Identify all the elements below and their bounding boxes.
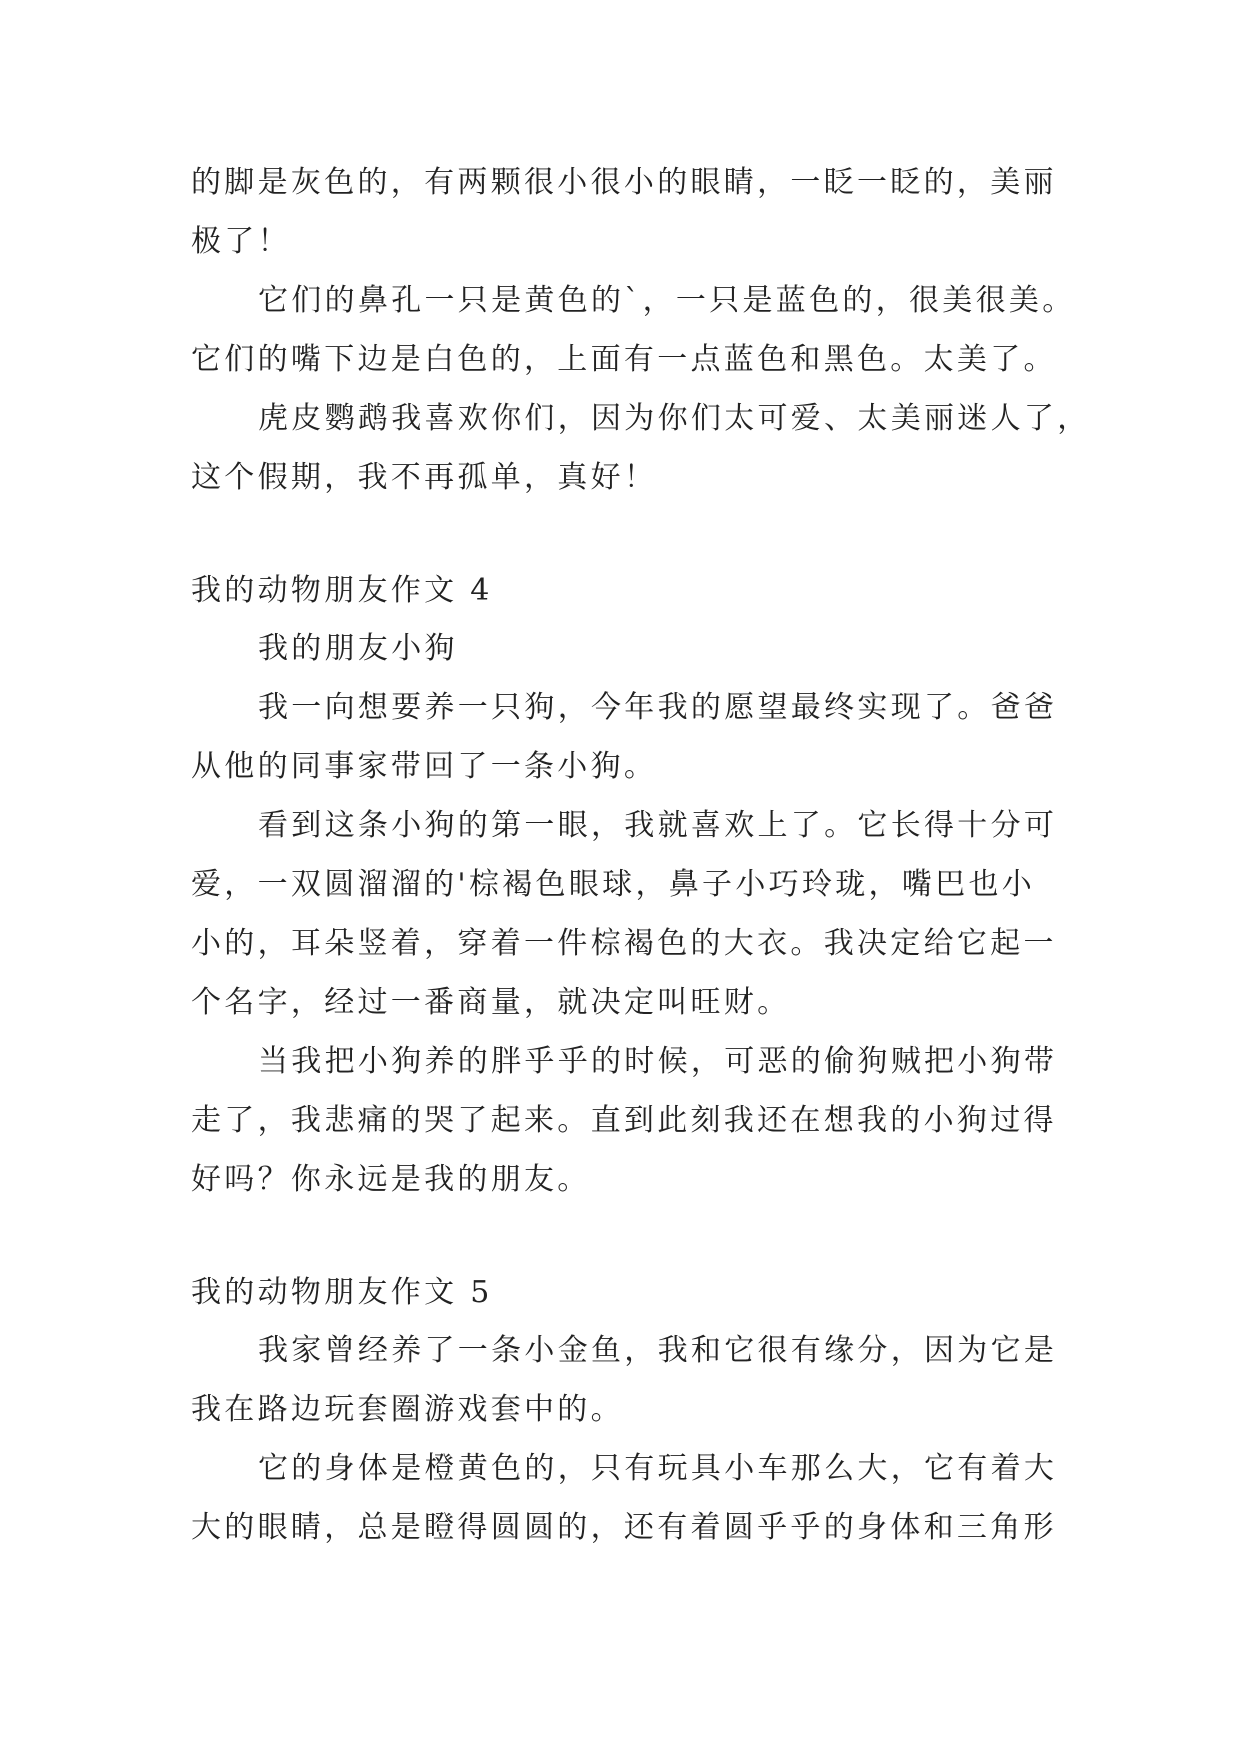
paragraph — [191, 389, 1151, 507]
text-line: 这个假期，我不再孤单，真好！ — [191, 460, 658, 495]
text-line: 爱，一双圆溜溜的'棕褐色眼球，鼻子小巧玲珑，嘴巴也小 — [191, 867, 1036, 902]
text-line: 大的眼睛，总是瞪得圆圆的，还有着圆乎乎的身体和三角形 — [191, 1510, 1057, 1545]
paragraph — [191, 1439, 1151, 1557]
text-line: 看到这条小狗的第一眼，我就喜欢上了。它长得十分可 — [258, 808, 1058, 843]
essay-heading: 我的动物朋友作文 5 — [191, 1275, 493, 1310]
text-line: 从他的同事家带回了一条小狗。 — [191, 749, 658, 784]
essay-subtitle: 我的朋友小狗 — [258, 631, 458, 666]
essay-heading: 我的动物朋友作文 4 — [191, 573, 493, 608]
text-line: 它们的嘴下边是白色的，上面有一点蓝色和黑色。太美了。 — [191, 342, 1057, 377]
text-line: 个名字，经过一番商量，就决定叫旺财。 — [191, 985, 791, 1020]
text-line: 小的，耳朵竖着，穿着一件棕褐色的大衣。我决定给它起一 — [191, 926, 1057, 961]
paragraph — [191, 271, 1151, 389]
paragraph — [191, 619, 1151, 678]
text-line: 它的身体是橙黄色的，只有玩具小车那么大，它有着大 — [258, 1451, 1058, 1486]
text-line: 我一向想要养一只狗，今年我的愿望最终实现了。爸爸 — [258, 690, 1058, 725]
text-line: 极了！ — [191, 224, 291, 259]
paragraph — [191, 153, 1151, 271]
paragraph — [191, 1032, 1151, 1209]
text-line: 好吗？你永远是我的朋友。 — [191, 1162, 591, 1197]
text-line: 我在路边玩套圈游戏套中的。 — [191, 1392, 624, 1427]
document-body — [191, 153, 1151, 1557]
text-line: 的脚是灰色的，有两颗很小很小的眼睛，一眨一眨的，美丽 — [191, 165, 1057, 200]
paragraph — [191, 796, 1151, 1032]
paragraph — [191, 1321, 1151, 1439]
text-line: 走了，我悲痛的哭了起来。直到此刻我还在想我的小狗过得 — [191, 1103, 1057, 1138]
text-line: 它们的鼻孔一只是黄色的`，一只是蓝色的，很美很美。 — [258, 283, 1076, 318]
text-line: 当我把小狗养的胖乎乎的时候，可恶的偷狗贼把小狗带 — [258, 1044, 1058, 1079]
paragraph — [191, 678, 1151, 796]
text-line: 我家曾经养了一条小金鱼，我和它很有缘分，因为它是 — [258, 1333, 1058, 1368]
text-line: 虎皮鹦鹉我喜欢你们，因为你们太可爱、太美丽迷人了， — [258, 401, 1091, 436]
